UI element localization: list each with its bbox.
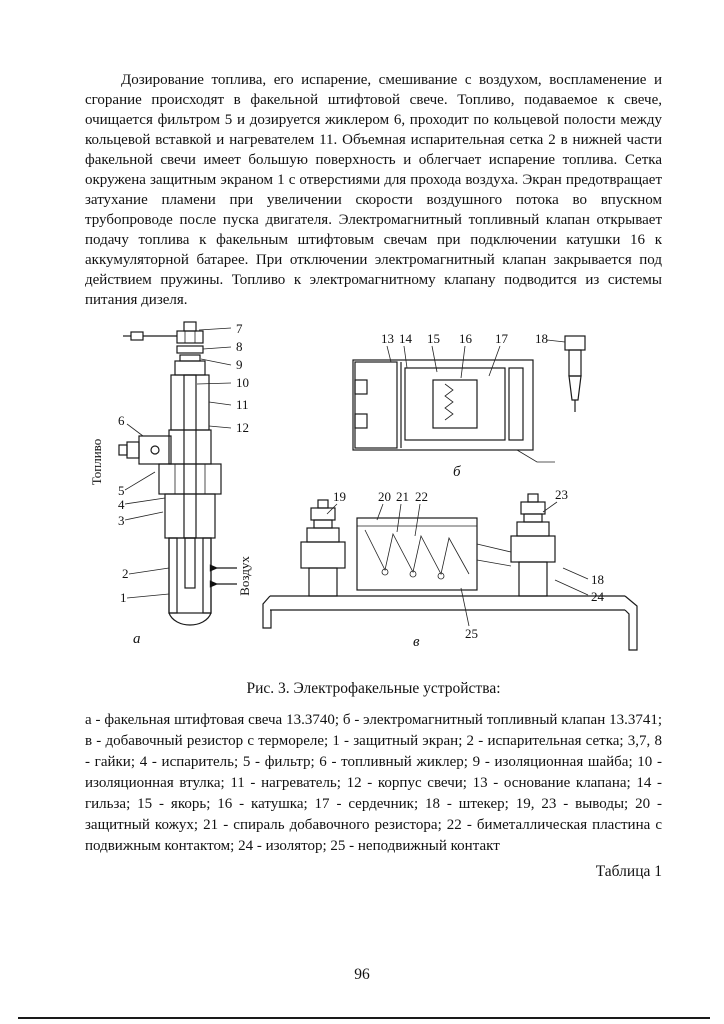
page-bottom-edge: [18, 1017, 710, 1019]
callout-number: 8: [236, 339, 243, 354]
callout-number: 16: [459, 331, 472, 346]
air-label: Воздух: [237, 556, 252, 596]
callout-number: 11: [236, 397, 249, 412]
plug-mid-body: [169, 430, 211, 464]
callout-number: 22: [415, 489, 428, 504]
table-reference: Таблица 1: [595, 863, 662, 880]
protective-cover: [357, 518, 477, 590]
resistor-spiral: [365, 530, 469, 574]
callout-number: 3: [118, 513, 125, 528]
terminal-tower-right: [511, 494, 555, 596]
page-number: 96: [354, 966, 370, 983]
insulating-bush: [175, 361, 205, 375]
valve-wire: [517, 450, 555, 462]
figure-caption: Рис. 3. Электрофакельные устройства:: [246, 680, 501, 697]
callout-number: 18: [591, 572, 604, 587]
callout-number: 9: [236, 357, 243, 372]
fuel-inlet: [119, 436, 171, 464]
connector-shteker: [565, 336, 585, 412]
device-b-letter: б: [453, 464, 461, 480]
callout-number: 14: [399, 331, 412, 346]
terminal-nut: [123, 322, 203, 343]
callout-number: 6: [118, 413, 125, 428]
terminal-tower-left: [301, 500, 345, 596]
callout-number: 15: [427, 331, 440, 346]
callout-number: 2: [122, 566, 129, 581]
shell-and-mesh: [169, 538, 211, 625]
callout-number: 12: [236, 420, 249, 435]
plug-lower-body: [165, 494, 215, 538]
figure-diagram: [85, 318, 662, 663]
callout-number: 17: [495, 331, 508, 346]
callout-number: 21: [396, 489, 409, 504]
fuel-label: Топливо: [89, 438, 104, 486]
valve-coil: [405, 368, 505, 440]
hex-flange: [159, 464, 221, 494]
figure: [85, 318, 662, 668]
heater-tube: [184, 375, 196, 538]
callout-number: 1: [120, 590, 127, 605]
valve-armature: [433, 380, 477, 428]
callout-number: 4: [118, 497, 125, 512]
callout-number: 19: [333, 489, 346, 504]
callout-number: 18: [535, 331, 548, 346]
callout-number: 20: [378, 489, 391, 504]
callout-number: 23: [555, 487, 568, 502]
body-paragraph: Дозирование топлива, его испарение, смешивание с воздухом, воспламенение и сгорание происходят в факельной штифтовой свече. Топливо, подаваемое к свече, очищается фильтром 5 и дозируется жиклером 6, проходит по кольцевой полости между кольцевой вставкой и нагревателем 11. Объемная испарительная сетка 2 в нижней части факельной свечи имеет большую поверхность и облегчает испарение топлива. Сетка окружена защитным экраном 1 с отверстиями для прохода воздуха. Экран предотвращает затухание пламени при увеличении скорости воздушного потока во впускном трубопроводе после пуска двигателя. Электромагнитный топливный клапан открывает подачу топлива к факельным штифтовым свечам при подключении катушки 16 к аккумуляторной батарее. При отключении электромагнитный клапан закрывается под действием пружины. Топливо к электромагнитному клапану подводится из системы питания дизеля.: [85, 72, 662, 308]
valve-base: [355, 362, 397, 448]
callout-number: 10: [236, 375, 249, 390]
device-b-fuel-valve: [353, 331, 585, 480]
resistor-base: [263, 596, 637, 650]
device-v-resistor: [263, 487, 637, 650]
device-v-letter: в: [413, 634, 420, 650]
washer-upper: [177, 346, 203, 353]
air-arrows: [217, 568, 237, 584]
figure-legend: а - факельная штифтовая свеча 13.3740; б - электромагнитный топливный клапан 13.3741; в - добавочный резистор с термореле; 1 - защитный экран; 2 - испарительная сетка; 3,7, 8 - гайки; 4 - испаритель; 5 - фильтр; 6 - топливный жиклер; 9 - изоляционная шайба; 10 - изоляционная втулка; 11 - нагреватель; 12 - корпус свечи; 13 - основание клапана; 14 - гильза; 15 - якорь; 16 - катушка; 17 - сердечник; 18 - штекер; 19, 23 - выводы; 20 - защитный кожух; 21 - спираль добавочного резистора; 22 - биметаллическая пластина с подвижным контактом; 24 - изолятор; 25 - неподвижный контакт: [85, 712, 662, 854]
plug-upper-body: [171, 375, 209, 430]
insulating-washer: [180, 355, 200, 361]
device-a-glow-plug: [89, 321, 252, 647]
callout-number: 25: [465, 626, 478, 641]
valve-core: [509, 368, 523, 440]
device-a-letter: а: [133, 631, 141, 647]
valve-spring: [445, 384, 453, 420]
valve-housing: [353, 360, 533, 450]
callout-number: 5: [118, 483, 125, 498]
callout-number: 13: [381, 331, 394, 346]
callout-number: 7: [236, 321, 243, 336]
callout-number: 24: [591, 589, 604, 604]
